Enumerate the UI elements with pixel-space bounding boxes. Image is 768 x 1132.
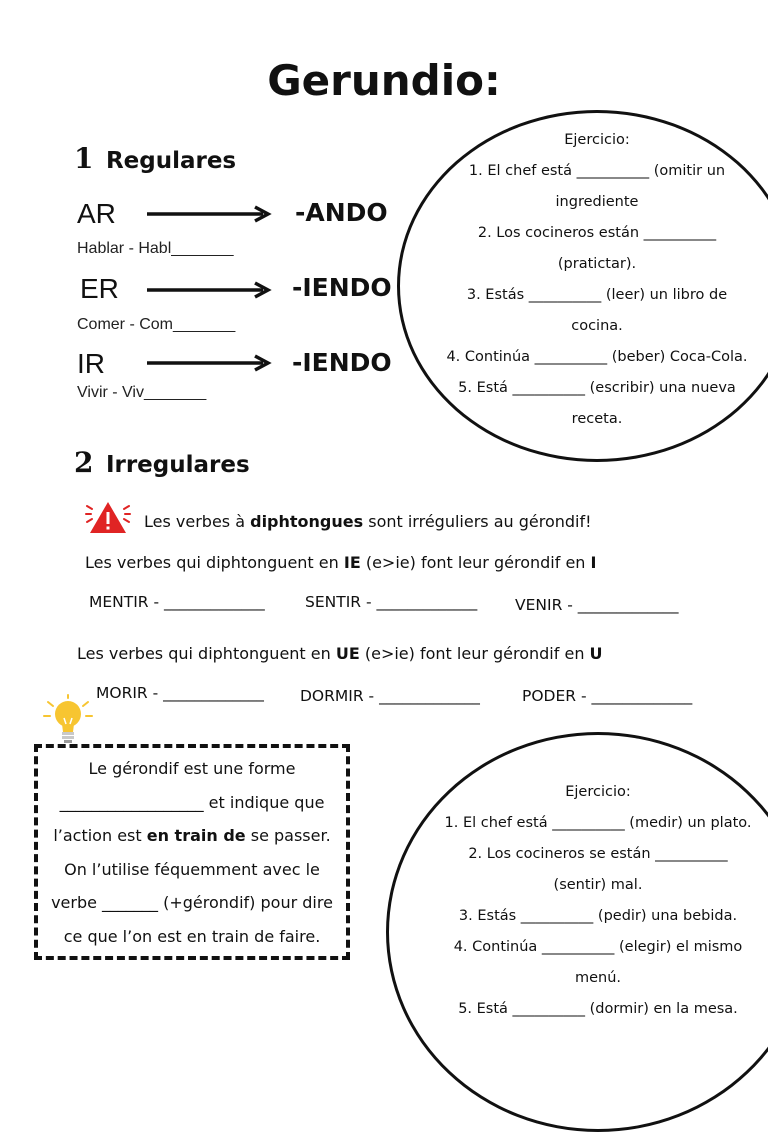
- section-title-irregulares: Irregulares: [105, 452, 250, 478]
- note-text: [38, 752, 346, 953]
- ie-rule-result: I: [590, 553, 597, 572]
- note-line: ce que l’on est en train de faire.: [63, 926, 321, 946]
- exercise-1-line: (pratictar).: [557, 256, 637, 272]
- ue-rule-pre: Les verbes qui diphtonguent en: [77, 644, 336, 663]
- ie-rule-pre: Les verbes qui diphtonguent en: [85, 553, 344, 572]
- verb-dormir: DORMIR - _____________: [300, 687, 480, 705]
- note-line: On l’utilise féquemment avec le: [64, 859, 320, 879]
- section-number-2: 2: [74, 446, 94, 479]
- exercise-1-line: 3. Estás __________ (leer) un libro de: [466, 287, 728, 303]
- section-regulares-heading: [74, 142, 236, 175]
- ue-rule-text: [77, 644, 603, 663]
- ue-rule-result: U: [589, 644, 603, 663]
- note-line: verbe _______ (+gérondif) pour dire: [51, 893, 333, 912]
- note-line-pre: l’action est: [53, 826, 147, 845]
- verb-morir: MORIR - _____________: [96, 684, 264, 702]
- exercise-1-line: ingrediente: [555, 194, 639, 210]
- ue-rule-mid: (e>ie) font leur gérondif en: [359, 644, 590, 663]
- warning-text-pre: Les verbes à: [144, 512, 251, 531]
- exercise-2-line: 1. El chef está __________ (medir) un plato.: [444, 815, 752, 831]
- arrow-icon: [145, 280, 275, 300]
- example-vivir: Vivir - Viv_______: [77, 384, 207, 401]
- exercise-1-heading: Ejercicio:: [564, 132, 630, 148]
- exercise-2-line: 2. Los cocineros se están __________: [468, 846, 728, 862]
- section-number-1: 1: [74, 142, 94, 175]
- exercise-circle-1: [397, 110, 768, 462]
- exercise-2-line: 3. Estás __________ (pedir) una bebida.: [458, 908, 738, 924]
- verb-poder: PODER - _____________: [522, 687, 693, 705]
- note-line: __________________ et indique que: [59, 792, 325, 812]
- ue-rule-bold: UE: [335, 644, 360, 663]
- verb-venir: VENIR - _____________: [515, 596, 679, 614]
- gerund-ending-ando: -ANDO: [295, 198, 388, 227]
- ie-rule-bold: IE: [343, 553, 361, 572]
- exercise-2-line: 5. Está __________ (dormir) en la mesa.: [458, 1001, 738, 1017]
- ie-rule-text: [85, 553, 596, 572]
- warning-text-bold: diphtongues: [250, 512, 364, 531]
- exercise-1-line: 5. Está __________ (escribir) una nueva: [458, 380, 736, 396]
- verb-ending-ir: IR: [77, 348, 105, 379]
- page-title: Gerundio:: [267, 56, 501, 105]
- exercise-2-text: [389, 777, 768, 1025]
- section-irregulares-heading: [74, 446, 250, 479]
- gerund-ending-iendo-ir: -IENDO: [292, 348, 392, 377]
- ie-rule-mid: (e>ie) font leur gérondif en: [360, 553, 591, 572]
- exercise-1-text: [400, 125, 768, 435]
- note-line: [38, 819, 346, 853]
- verb-ending-er: ER: [80, 273, 119, 304]
- exercise-2-line: 4. Continúa __________ (elegir) el mismo: [453, 939, 743, 955]
- arrow-icon: [145, 204, 275, 224]
- arrow-icon: [145, 353, 275, 373]
- exercise-1-line: cocina.: [571, 318, 623, 334]
- gerund-ending-iendo-er: -IENDO: [292, 273, 392, 302]
- exercise-1-line: 1. El chef está __________ (omitir un: [468, 163, 726, 179]
- note-line: Le gérondif est une forme: [88, 759, 296, 778]
- exercise-1-line: 2. Los cocineros están __________: [477, 225, 717, 241]
- exercise-2-line: (sentir) mal.: [553, 877, 643, 893]
- exercise-2-heading: Ejercicio:: [565, 784, 631, 800]
- note-line-post: se passer.: [245, 826, 331, 845]
- warning-icon: [84, 500, 132, 536]
- note-line-bold: en train de: [146, 826, 246, 845]
- exercise-circle-2: [386, 732, 768, 1132]
- exercise-2-line: menú.: [574, 970, 622, 986]
- example-hablar: Hablar - Habl_______: [77, 240, 234, 257]
- gerund-note-box: [34, 744, 350, 960]
- warning-text: [144, 512, 592, 531]
- example-comer: Comer - Com_______: [77, 316, 236, 333]
- section-title-regulares: Regulares: [105, 148, 237, 174]
- verb-mentir: MENTIR - _____________: [89, 593, 265, 611]
- verb-sentir: SENTIR - _____________: [305, 593, 478, 611]
- exercise-1-line: receta.: [571, 411, 623, 427]
- warning-text-post: sont irréguliers au gérondif!: [363, 512, 592, 531]
- lightbulb-icon: [40, 694, 96, 746]
- verb-ending-ar: AR: [77, 198, 116, 229]
- exercise-1-line: 4. Continúa __________ (beber) Coca-Cola.: [446, 349, 748, 365]
